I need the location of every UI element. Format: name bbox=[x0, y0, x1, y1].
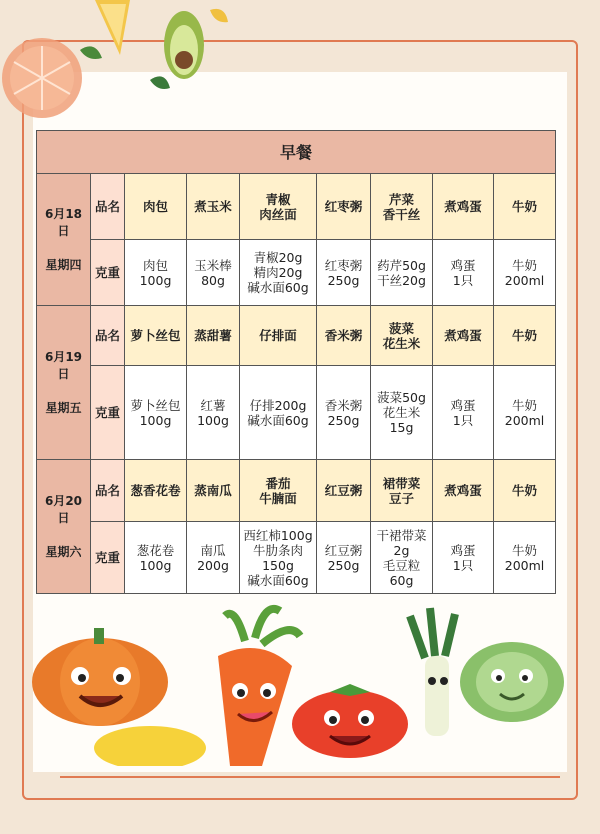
dish-amount: 西红柿100g 牛肋条肉 150g 碱水面60g bbox=[240, 522, 317, 594]
dish-amount: 牛奶 200ml bbox=[494, 240, 556, 306]
day-weekday: 星期五 bbox=[45, 400, 82, 415]
dish-name: 牛奶 bbox=[494, 174, 556, 240]
row-label-amount: 克重 bbox=[91, 522, 125, 594]
dish-name: 葱香花卷 bbox=[125, 460, 187, 522]
dish-name: 红豆粥 bbox=[317, 460, 371, 522]
row-label-amount: 克重 bbox=[91, 240, 125, 306]
dish-name: 肉包 bbox=[125, 174, 187, 240]
dish-name: 裙带菜 豆子 bbox=[371, 460, 433, 522]
dish-amount: 肉包 100g bbox=[125, 240, 187, 306]
row-label-name: 品名 bbox=[91, 306, 125, 366]
breakfast-menu-table bbox=[36, 130, 556, 594]
dish-name: 仔排面 bbox=[240, 306, 317, 366]
dish-amount: 红枣粥 250g bbox=[317, 240, 371, 306]
dish-name: 菠菜 花生米 bbox=[371, 306, 433, 366]
dish-amount: 葱花卷 100g bbox=[125, 522, 187, 594]
leek-face-icon bbox=[410, 608, 455, 736]
dish-amount: 青椒20g 精肉20g 碱水面60g bbox=[240, 240, 317, 306]
dish-amount: 香米粥 250g bbox=[317, 366, 371, 460]
dish-name: 牛奶 bbox=[494, 460, 556, 522]
dish-amount: 南瓜 200g bbox=[187, 522, 240, 594]
dish-amount: 仔排200g 碱水面60g bbox=[240, 366, 317, 460]
row-label-name: 品名 bbox=[91, 460, 125, 522]
dish-name: 煮玉米 bbox=[187, 174, 240, 240]
day-date-cell bbox=[37, 460, 91, 594]
dish-amount: 牛奶 200ml bbox=[494, 522, 556, 594]
top-fruit-decoration bbox=[0, 0, 260, 130]
dish-amount: 玉米棒 80g bbox=[187, 240, 240, 306]
dish-amount: 药芹50g 干丝20g bbox=[371, 240, 433, 306]
pepper-icon bbox=[94, 726, 206, 766]
dish-name: 红枣粥 bbox=[317, 174, 371, 240]
cabbage-face-icon bbox=[460, 642, 564, 722]
dish-name: 香米粥 bbox=[317, 306, 371, 366]
carrot-face-icon bbox=[218, 609, 300, 766]
dish-amount: 萝卜丝包 100g bbox=[125, 366, 187, 460]
dish-name: 萝卜丝包 bbox=[125, 306, 187, 366]
bottom-frame-line bbox=[60, 776, 560, 792]
day-date: 6月19日 bbox=[44, 349, 83, 381]
row-label-amount: 克重 bbox=[91, 366, 125, 460]
dish-amount: 红薯 100g bbox=[187, 366, 240, 460]
dish-name: 蒸甜薯 bbox=[187, 306, 240, 366]
dish-name: 煮鸡蛋 bbox=[433, 306, 494, 366]
dish-name: 青椒 肉丝面 bbox=[240, 174, 317, 240]
pumpkin-face-icon bbox=[32, 628, 168, 726]
dish-amount: 鸡蛋 1只 bbox=[433, 240, 494, 306]
dish-amount: 菠菜50g 花生米 15g bbox=[371, 366, 433, 460]
dish-amount: 鸡蛋 1只 bbox=[433, 366, 494, 460]
tomato-face-icon bbox=[292, 684, 408, 758]
menu-title: 早餐 bbox=[37, 131, 556, 174]
citrus-slice-icon bbox=[2, 38, 82, 118]
dish-name: 煮鸡蛋 bbox=[433, 460, 494, 522]
day-date: 6月18日 bbox=[44, 206, 83, 238]
dish-amount: 牛奶 200ml bbox=[494, 366, 556, 460]
day-date-cell bbox=[37, 306, 91, 460]
leaf-icon bbox=[80, 9, 228, 89]
orange-wedge-icon bbox=[95, 0, 130, 55]
day-date-cell bbox=[37, 174, 91, 306]
dish-name: 蒸南瓜 bbox=[187, 460, 240, 522]
dish-amount: 干裙带菜 2g 毛豆粒 60g bbox=[371, 522, 433, 594]
day-weekday: 星期四 bbox=[45, 257, 82, 272]
dish-amount: 红豆粥 250g bbox=[317, 522, 371, 594]
dish-name: 牛奶 bbox=[494, 306, 556, 366]
day-weekday: 星期六 bbox=[45, 544, 82, 559]
dish-name: 芹菜 香干丝 bbox=[371, 174, 433, 240]
avocado-icon bbox=[164, 11, 204, 79]
row-label-name: 品名 bbox=[91, 174, 125, 240]
vegetable-decoration bbox=[30, 596, 570, 766]
dish-name: 番茄 牛腩面 bbox=[240, 460, 317, 522]
dish-name: 煮鸡蛋 bbox=[433, 174, 494, 240]
day-date: 6月20日 bbox=[44, 493, 83, 525]
dish-amount: 鸡蛋 1只 bbox=[433, 522, 494, 594]
